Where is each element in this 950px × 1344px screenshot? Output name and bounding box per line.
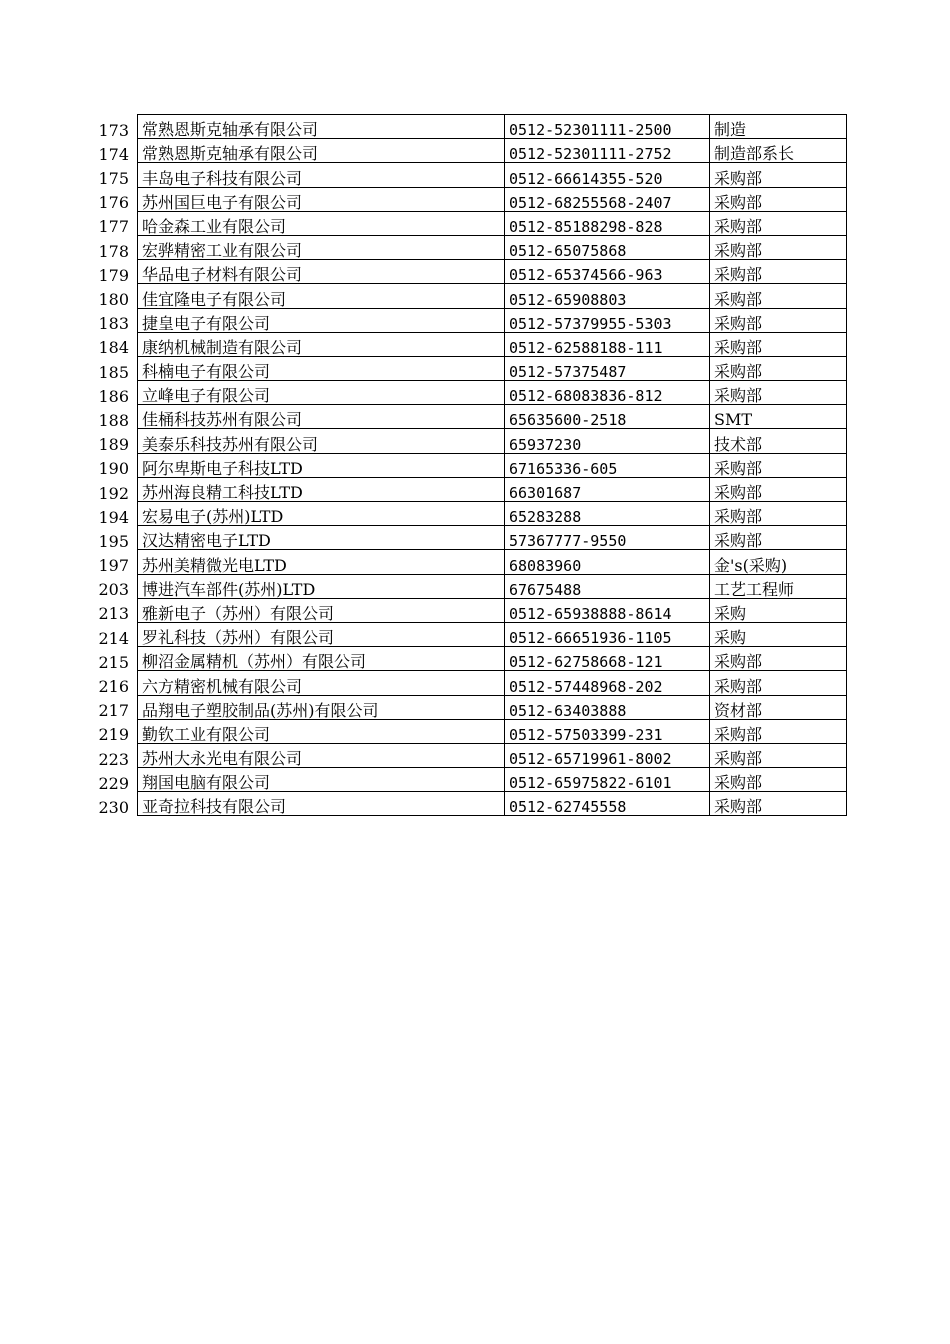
company-name-cell[interactable]: 宏骅精密工业有限公司 bbox=[138, 235, 505, 259]
row-number[interactable]: 175 bbox=[98, 169, 129, 188]
phone-number-cell[interactable]: 0512-85188298-828 bbox=[505, 211, 710, 235]
phone-number-cell[interactable]: 0512-57379955-5303 bbox=[505, 308, 710, 332]
phone-number-cell[interactable]: 66301687 bbox=[505, 477, 710, 501]
row-number[interactable]: 203 bbox=[98, 580, 129, 599]
company-name-cell[interactable]: 品翔电子塑胶制品(苏州)有限公司 bbox=[138, 695, 505, 719]
row-number[interactable]: 195 bbox=[98, 531, 129, 550]
table-row bbox=[87, 235, 847, 259]
row-number[interactable]: 177 bbox=[98, 217, 129, 236]
department-cell[interactable]: 技术部 bbox=[710, 429, 847, 453]
company-name-cell[interactable]: 汉达精密电子LTD bbox=[138, 526, 505, 550]
phone-number-cell[interactable]: 68083960 bbox=[505, 550, 710, 574]
table-row bbox=[87, 187, 847, 211]
row-number[interactable]: 223 bbox=[98, 749, 129, 768]
table-row bbox=[87, 405, 847, 429]
company-name-cell[interactable]: 哈金森工业有限公司 bbox=[138, 211, 505, 235]
table-row bbox=[87, 647, 847, 671]
phone-number-cell[interactable]: 0512-52301111-2500 bbox=[505, 115, 710, 139]
company-name-cell[interactable]: 苏州海良精工科技LTD bbox=[138, 477, 505, 501]
company-name-cell[interactable]: 常熟恩斯克轴承有限公司 bbox=[138, 139, 505, 163]
phone-number-cell[interactable]: 0512-62745558 bbox=[505, 792, 710, 816]
phone-number-cell[interactable]: 0512-57503399-231 bbox=[505, 719, 710, 743]
department-cell[interactable]: 资材部 bbox=[710, 695, 847, 719]
department-cell[interactable]: 采购部 bbox=[710, 163, 847, 187]
contact-table-body bbox=[87, 115, 847, 816]
department-cell[interactable]: 采购部 bbox=[710, 356, 847, 380]
company-name-cell[interactable]: 华品电子材料有限公司 bbox=[138, 260, 505, 284]
department-cell[interactable]: 采购部 bbox=[710, 502, 847, 526]
row-number[interactable]: 176 bbox=[98, 193, 129, 212]
row-number[interactable]: 213 bbox=[98, 604, 129, 623]
phone-number-cell[interactable]: 0512-68083836-812 bbox=[505, 381, 710, 405]
department-cell[interactable]: 采购 bbox=[710, 622, 847, 646]
company-name-cell[interactable]: 博进汽车部件(苏州)LTD bbox=[138, 574, 505, 598]
row-number[interactable]: 189 bbox=[98, 435, 129, 454]
table-row bbox=[87, 381, 847, 405]
table-row bbox=[87, 550, 847, 574]
table-row bbox=[87, 284, 847, 308]
row-number[interactable]: 184 bbox=[98, 338, 129, 357]
row-number[interactable]: 197 bbox=[98, 556, 129, 575]
table-row bbox=[87, 115, 847, 139]
table-row bbox=[87, 768, 847, 792]
phone-number-cell[interactable]: 0512-68255568-2407 bbox=[505, 187, 710, 211]
department-cell[interactable]: 采购部 bbox=[710, 260, 847, 284]
phone-number-cell[interactable]: 0512-66614355-520 bbox=[505, 163, 710, 187]
row-number[interactable]: 192 bbox=[98, 483, 129, 502]
phone-number-cell[interactable]: 0512-52301111-2752 bbox=[505, 139, 710, 163]
department-cell[interactable]: 采购部 bbox=[710, 453, 847, 477]
company-name-cell[interactable]: 雅新电子（苏州）有限公司 bbox=[138, 598, 505, 622]
table-row bbox=[87, 163, 847, 187]
phone-number-cell[interactable]: 0512-57375487 bbox=[505, 356, 710, 380]
department-cell[interactable]: 采购部 bbox=[710, 332, 847, 356]
company-name-cell[interactable]: 丰岛电子科技有限公司 bbox=[138, 163, 505, 187]
table-row bbox=[87, 477, 847, 501]
table-row bbox=[87, 308, 847, 332]
company-name-cell[interactable]: 佳宜隆电子有限公司 bbox=[138, 284, 505, 308]
row-number[interactable]: 194 bbox=[98, 507, 129, 526]
department-cell[interactable]: 采购部 bbox=[710, 187, 847, 211]
table-row bbox=[87, 671, 847, 695]
contact-sheet bbox=[87, 114, 847, 816]
phone-number-cell[interactable]: 0512-62758668-121 bbox=[505, 647, 710, 671]
department-cell[interactable]: 制造部系长 bbox=[710, 139, 847, 163]
phone-number-cell[interactable]: 0512-62588188-111 bbox=[505, 332, 710, 356]
department-cell[interactable]: 金's(采购) bbox=[710, 550, 847, 574]
row-number[interactable]: 217 bbox=[98, 701, 129, 720]
row-number[interactable]: 186 bbox=[98, 386, 129, 405]
department-cell[interactable]: 采购部 bbox=[710, 211, 847, 235]
department-cell[interactable]: 采购部 bbox=[710, 743, 847, 767]
company-name-cell[interactable]: 罗礼科技（苏州）有限公司 bbox=[138, 622, 505, 646]
row-number[interactable]: 216 bbox=[98, 677, 129, 695]
row-number[interactable]: 183 bbox=[98, 314, 129, 333]
company-name-cell[interactable]: 宏易电子(苏州)LTD bbox=[138, 502, 505, 526]
company-name-cell[interactable]: 翔国电脑有限公司 bbox=[138, 768, 505, 792]
company-name-cell[interactable]: 佳桶科技苏州有限公司 bbox=[138, 405, 505, 429]
department-cell[interactable]: 采购部 bbox=[710, 284, 847, 308]
table-row bbox=[87, 453, 847, 477]
department-cell[interactable]: 采购部 bbox=[710, 768, 847, 792]
company-name-cell[interactable]: 捷皇电子有限公司 bbox=[138, 308, 505, 332]
phone-number-cell[interactable]: 0512-57448968-202 bbox=[505, 671, 710, 695]
table-row bbox=[87, 260, 847, 284]
phone-number-cell[interactable]: 65635600-2518 bbox=[505, 405, 710, 429]
phone-number-cell[interactable]: 0512-65374566-963 bbox=[505, 260, 710, 284]
contact-table bbox=[87, 114, 847, 816]
phone-number-cell[interactable]: 67165336-605 bbox=[505, 453, 710, 477]
company-name-cell[interactable]: 苏州大永光电有限公司 bbox=[138, 743, 505, 767]
company-name-cell[interactable]: 苏州国巨电子有限公司 bbox=[138, 187, 505, 211]
department-cell[interactable]: 采购部 bbox=[710, 235, 847, 259]
company-name-cell[interactable]: 六方精密机械有限公司 bbox=[138, 671, 505, 695]
phone-number-cell[interactable]: 0512-65975822-6101 bbox=[505, 768, 710, 792]
row-number[interactable]: 180 bbox=[98, 290, 129, 308]
phone-number-cell[interactable]: 0512-65075868 bbox=[505, 235, 710, 259]
department-cell[interactable]: SMT bbox=[710, 405, 847, 429]
row-number[interactable]: 215 bbox=[98, 652, 129, 671]
department-cell[interactable]: 采购部 bbox=[710, 647, 847, 671]
row-number[interactable]: 178 bbox=[98, 241, 129, 260]
phone-number-cell[interactable]: 0512-65719961-8002 bbox=[505, 743, 710, 767]
department-cell[interactable]: 制造 bbox=[710, 115, 847, 139]
table-row bbox=[87, 574, 847, 598]
table-row bbox=[87, 332, 847, 356]
company-name-cell[interactable]: 苏州美精微光电LTD bbox=[138, 550, 505, 574]
phone-number-cell[interactable]: 0512-66651936-1105 bbox=[505, 622, 710, 646]
row-number[interactable]: 174 bbox=[98, 144, 129, 163]
department-cell[interactable]: 采购部 bbox=[710, 381, 847, 405]
table-row bbox=[87, 502, 847, 526]
phone-number-cell[interactable]: 57367777-9550 bbox=[505, 526, 710, 550]
row-number[interactable]: 230 bbox=[98, 797, 129, 816]
company-name-cell[interactable]: 康纳机械制造有限公司 bbox=[138, 332, 505, 356]
row-number[interactable]: 179 bbox=[98, 265, 129, 284]
row-number[interactable]: 185 bbox=[98, 362, 129, 381]
department-cell[interactable]: 采购部 bbox=[710, 719, 847, 743]
department-cell[interactable]: 采购 bbox=[710, 598, 847, 622]
table-row bbox=[87, 356, 847, 380]
company-name-cell[interactable]: 勤钦工业有限公司 bbox=[138, 719, 505, 743]
row-number[interactable]: 214 bbox=[98, 628, 129, 647]
department-cell[interactable]: 采购部 bbox=[710, 526, 847, 550]
company-name-cell[interactable]: 亚奇拉科技有限公司 bbox=[138, 792, 505, 816]
department-cell[interactable]: 采购部 bbox=[710, 671, 847, 695]
phone-number-cell[interactable]: 0512-65908803 bbox=[505, 284, 710, 308]
table-row bbox=[87, 211, 847, 235]
phone-number-cell[interactable]: 65937230 bbox=[505, 429, 710, 453]
table-row bbox=[87, 526, 847, 550]
row-number[interactable]: 219 bbox=[98, 725, 129, 744]
department-cell[interactable]: 采购部 bbox=[710, 792, 847, 816]
table-row bbox=[87, 743, 847, 767]
company-name-cell[interactable]: 立峰电子有限公司 bbox=[138, 381, 505, 405]
company-name-cell[interactable]: 常熟恩斯克轴承有限公司 bbox=[138, 115, 505, 139]
table-row bbox=[87, 429, 847, 453]
table-row bbox=[87, 622, 847, 646]
row-number[interactable]: 190 bbox=[98, 459, 129, 478]
phone-number-cell[interactable]: 67675488 bbox=[505, 574, 710, 598]
table-row bbox=[87, 139, 847, 163]
table-row bbox=[87, 695, 847, 719]
row-number[interactable]: 229 bbox=[98, 773, 129, 792]
department-cell[interactable]: 采购部 bbox=[710, 477, 847, 501]
row-number[interactable]: 188 bbox=[98, 410, 129, 429]
company-name-cell[interactable]: 科楠电子有限公司 bbox=[138, 356, 505, 380]
row-number[interactable]: 173 bbox=[98, 120, 129, 139]
company-name-cell[interactable]: 阿尔卑斯电子科技LTD bbox=[138, 453, 505, 477]
phone-number-cell[interactable]: 65283288 bbox=[505, 502, 710, 526]
phone-number-cell[interactable]: 0512-65938888-8614 bbox=[505, 598, 710, 622]
phone-number-cell[interactable]: 0512-63403888 bbox=[505, 695, 710, 719]
table-row bbox=[87, 792, 847, 816]
table-row bbox=[87, 598, 847, 622]
company-name-cell[interactable]: 美泰乐科技苏州有限公司 bbox=[138, 429, 505, 453]
company-name-cell[interactable]: 柳沼金属精机（苏州）有限公司 bbox=[138, 647, 505, 671]
department-cell[interactable]: 采购部 bbox=[710, 308, 847, 332]
table-row bbox=[87, 719, 847, 743]
department-cell[interactable]: 工艺工程师 bbox=[710, 574, 847, 598]
